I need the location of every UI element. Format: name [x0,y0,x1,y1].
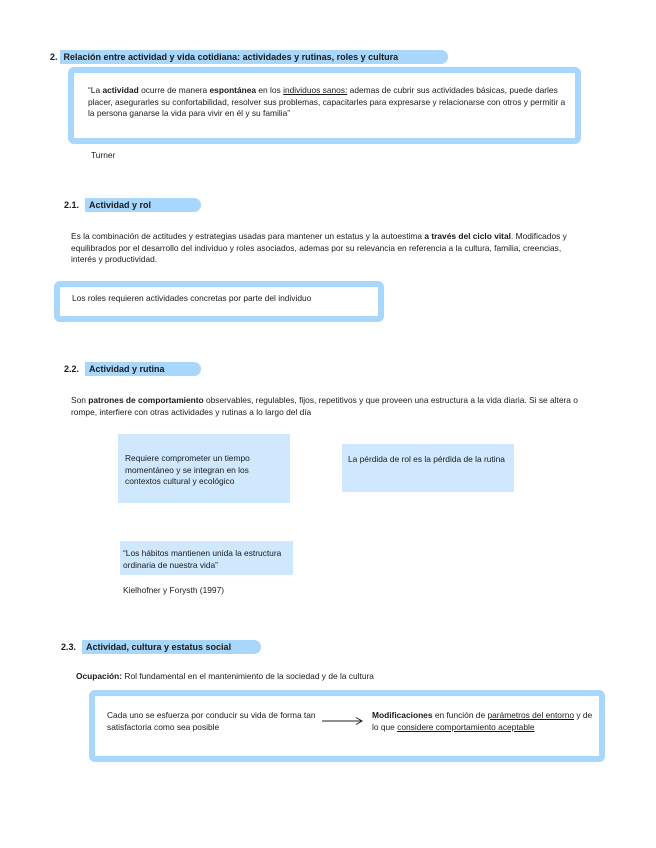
section-2-1-number: 2.1. [64,200,80,210]
section-2-3-title: Actividad, cultura y estatus social [82,640,261,654]
ocupacion-box-left: Cada uno se esfuerza por conducir su vida de forma tan satisfactoria como sea posible [107,710,316,732]
section-2-heading [50,50,448,64]
section-2-number: 2. [50,52,58,62]
section-2-1-title: Actividad y rol [85,198,201,212]
ocupacion-box-right: Modificaciones en función de parámetros del entorno y de lo que considere comportamiento aceptable [372,710,593,732]
section-2-2-title: Actividad y rutina [85,362,201,376]
quote-author: Turner [91,150,116,160]
habits-quote-text: “Los hábitos mantienen unida la estructura ordinaria de nuestra vida” [123,548,282,570]
time-commitment-box [118,434,290,503]
ocupacion-line: Ocupación: Rol fundamental en el mantenimiento de la sociedad y de la cultura [76,671,374,681]
section-2-2-paragraph: Son patrones de comportamiento observables, regulables, fijos, repetitivos y que proveen una estructura a la vida diaria. Si se altera o rompe, interfiere con otras actividades y rutinas a lo largo del día [71,395,578,417]
role-loss-text: La pérdida de rol es la pérdida de la rutina [348,454,505,464]
section-2-2-heading [64,362,201,376]
roles-box [54,281,384,322]
role-loss-box [342,444,514,492]
habits-quote-box [120,541,293,575]
habits-quote-author: Kielhofner y Forysth (1997) [123,585,225,595]
section-2-1-heading [64,198,201,212]
section-2-3-number: 2.3. [61,642,77,652]
ocupacion-box [89,690,605,762]
roles-box-text: Los roles requieren actividades concretas por parte del individuo [72,293,312,303]
section-2-3-heading [61,640,261,654]
quote-box [68,67,581,144]
section-2-title: Relación entre actividad y vida cotidiana: actividades y rutinas, roles y cultura [60,50,449,64]
section-2-1-paragraph: Es la combinación de actitudes y estrategias usadas para mantener un estatus y la autoestima a través del ciclo vital. Modificados y equilibrados por el desarrollo del individuo y roles asociados, ademas por su relevancia en referencia a la cultura, familia, creencias, interés y productividad. [71,231,567,264]
section-2-2-number: 2.2. [64,364,80,374]
time-commitment-text: Requiere comprometer un tiempo momentáneo y se integran en los contextos cultural y ecológico [125,453,250,486]
arrow-right-icon [321,716,365,726]
quote-text: “La actividad ocurre de manera espontánea en los individuos sanos: ademas de cubrir sus actividades básicas, puede darles placer, asegurarles su confortabilidad, resolver sus problemas, capacitarles para expresarse y relacionarse con otros y permitir a la persona ganarse la vida para vivir en él y su familia” [88,85,566,118]
